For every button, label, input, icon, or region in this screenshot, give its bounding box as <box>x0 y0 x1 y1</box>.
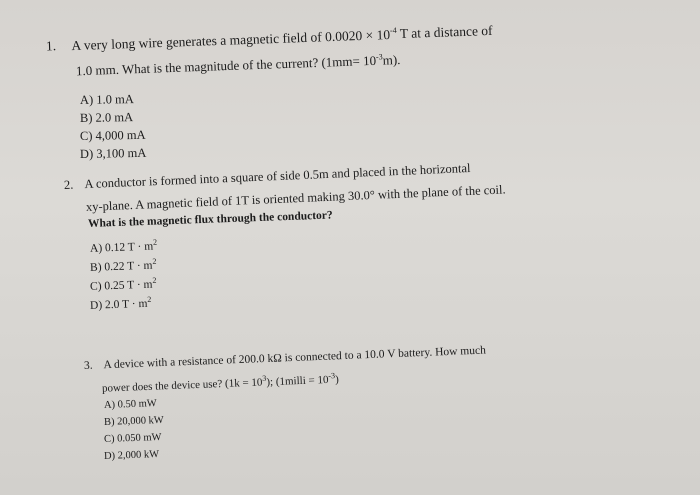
question-3-option-d: D) 2,000 kW <box>103 449 160 462</box>
question-1-number: 1. <box>45 38 57 54</box>
question-3-line-2 <box>102 371 339 395</box>
exponent: 3 <box>262 373 267 383</box>
question-3-text: A device with a resistance of 200.0 kΩ is connected to a 10.0 V battery. How much <box>103 344 487 372</box>
exponent: 2 <box>152 237 158 247</box>
question-2-option-b <box>90 257 157 274</box>
question-1-text-2-tail: m). <box>382 52 401 68</box>
exponent: -4 <box>389 25 397 35</box>
option-text: C) 0.25 T · m <box>89 278 153 293</box>
question-1-line-2 <box>76 52 401 80</box>
option-text: B) 0.22 T · m <box>89 259 153 274</box>
exponent: 2 <box>147 294 152 304</box>
question-1-option-a: A) 1.0 mA <box>79 92 134 107</box>
question-3-option-c: C) 0.050 mW <box>103 431 162 445</box>
question-3-number: 3. <box>83 359 93 372</box>
question-1-option-d: D) 3,100 mA <box>79 145 147 161</box>
option-text: A) 0.12 T · m <box>89 240 154 255</box>
question-2-option-a <box>90 238 158 255</box>
question-3-text-2-mid: ); (1milli = 10 <box>266 373 329 389</box>
question-2-text: A conductor is formed into a square of side 0.5m and placed in the horizontal <box>84 160 471 192</box>
question-1-text-tail: T at a distance of <box>396 22 493 42</box>
question-1-option-c: C) 4,000 mA <box>79 127 146 143</box>
exponent: -3 <box>375 52 383 62</box>
question-1-line-1 <box>46 22 493 54</box>
question-1-text-2: 1.0 mm. What is the magnitude of the current? (1mm= 10 <box>75 52 377 79</box>
exponent: 2 <box>152 256 157 266</box>
question-1-text: A very long wire generates a magnetic field of 0.0020 × 10 <box>71 26 391 53</box>
question-1-option-b: B) 2.0 mA <box>79 110 134 125</box>
question-3-option-b: B) 20,000 kW <box>103 414 164 428</box>
question-2-option-c <box>90 276 157 293</box>
question-2-line-3: What is the magnetic flux through the conductor? <box>87 209 333 230</box>
question-3-text-2: power does the device use? (1k = 10 <box>101 376 263 395</box>
question-2-number: 2. <box>63 177 74 192</box>
question-2-line-2: xy-plane. A magnetic field of 1T is oriented making 30.0° with the plane of the coil. <box>85 182 506 214</box>
question-3-text-2-tail: ) <box>334 373 340 386</box>
question-2-option-d <box>90 295 152 312</box>
question-3-option-a: A) 0.50 mW <box>103 398 157 411</box>
question-3-line-1 <box>84 345 486 372</box>
exponent: 2 <box>152 275 157 285</box>
option-text: D) 2.0 T · m <box>89 297 148 312</box>
exponent: -3 <box>328 371 336 381</box>
